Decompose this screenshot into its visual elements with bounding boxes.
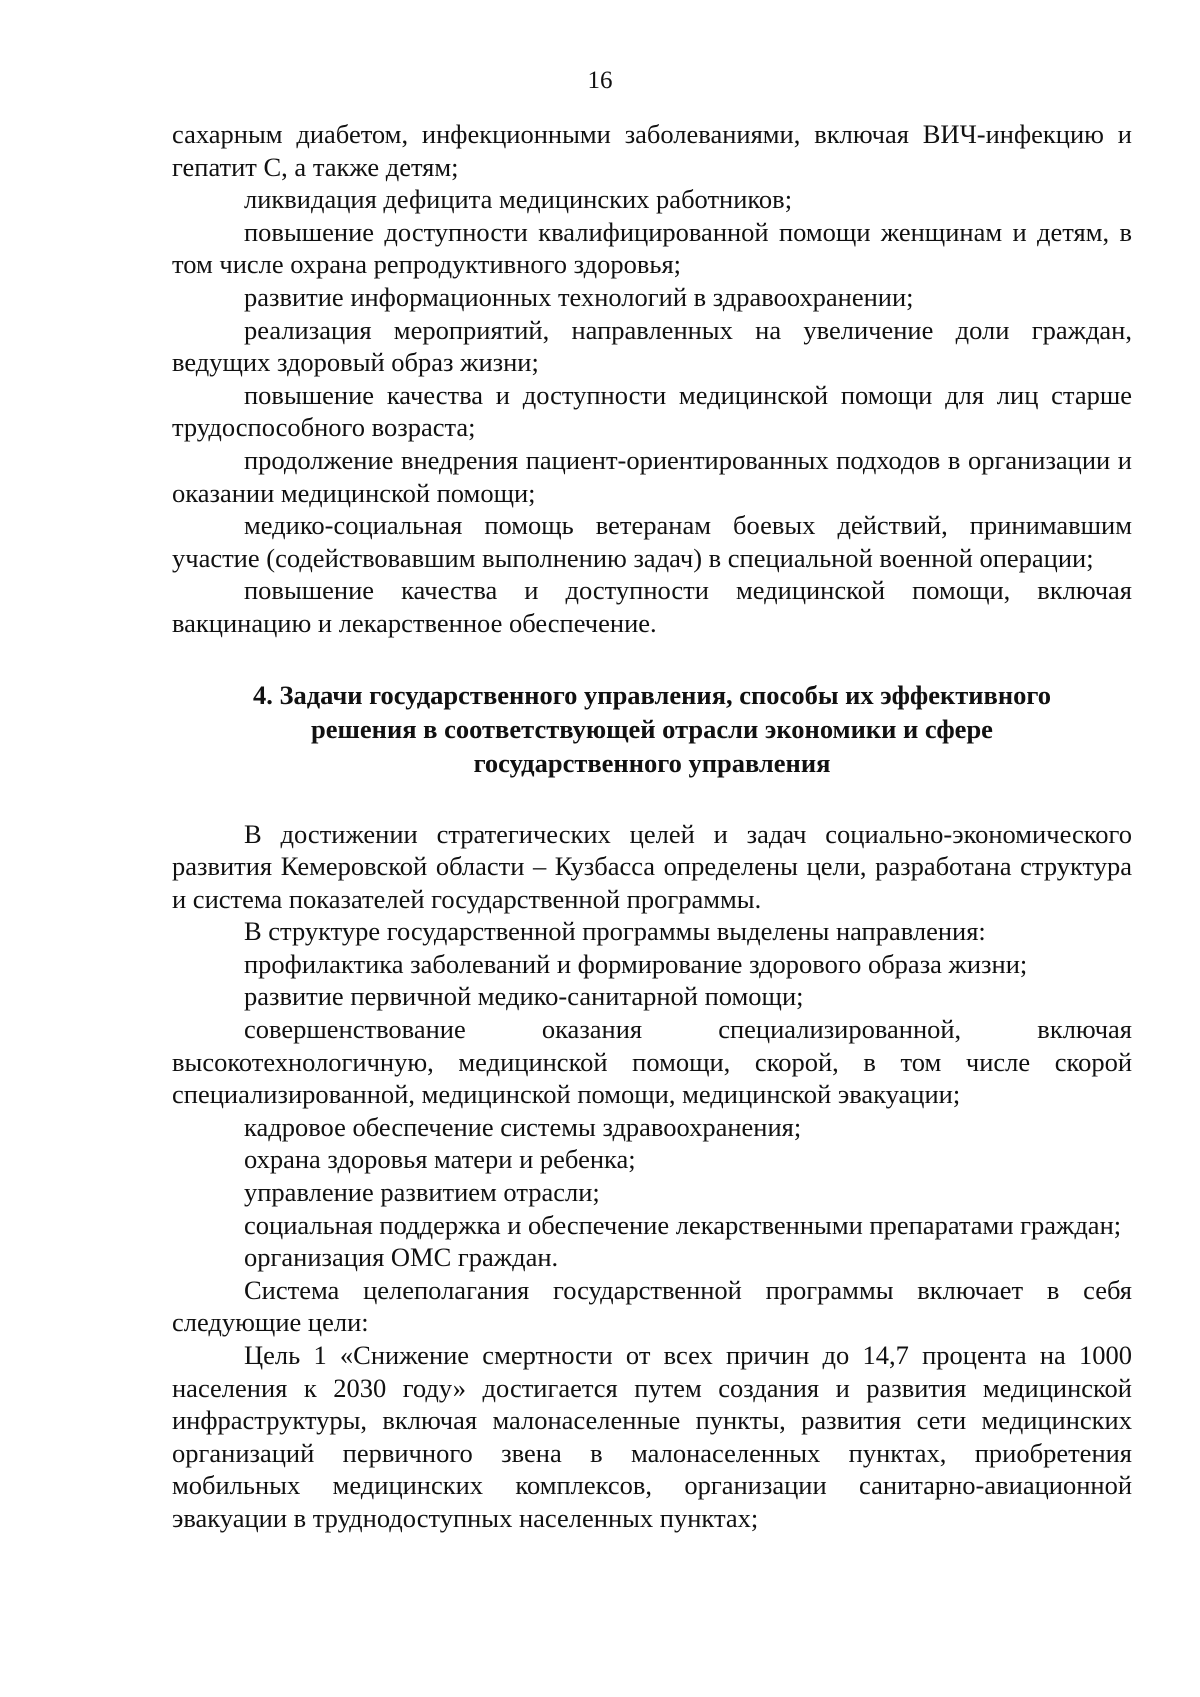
list-item: продолжение внедрения пациент-ориентированных подходов в организации и оказании медицинской помощи;	[172, 444, 1132, 508]
paragraph: Система целеполагания государственной программы включает в себя следующие цели:	[172, 1274, 1132, 1338]
paragraph: В структуре государственной программы выделены направления:	[244, 916, 986, 947]
document-body	[172, 118, 1132, 1535]
list-item: организация ОМС граждан.	[244, 1242, 559, 1273]
list-item: совершенствование оказания специализированной, включая высокотехнологичную, медицинской помощи, скорой, в том числе скорой специализированной, медицинской помощи, медицинской эвакуации;	[172, 1014, 1132, 1110]
list-item: социальная поддержка и обеспечение лекарственными препаратами граждан;	[244, 1209, 1122, 1240]
list-item: развитие первичной медико-санитарной помощи;	[244, 981, 804, 1012]
list-item: ликвидация дефицита медицинских работников;	[244, 184, 793, 215]
list-item: развитие информационных технологий в здравоохранении;	[244, 281, 914, 312]
list-item: повышение качества и доступности медицинской помощи для лиц старше трудоспособного возраста;	[172, 379, 1132, 443]
paragraph: Цель 1 «Снижение смертности от всех причин до 14,7 процента на 1000 населения к 2030 году» достигается путем создания и развития медицинской инфраструктуры, включая малонаселенные пункты, развития сети медицинских организаций первичного звена в малонаселенных пунктах, приобретения мобильных медицинских комплексов, организации санитарно-авиационной эвакуации в труднодоступных населенных пунктах;	[172, 1340, 1132, 1533]
list-item: медико-социальная помощь ветеранам боевых действий, принимавшим участие (содействовавшим выполнению задач) в специальной военной операции;	[172, 510, 1132, 573]
paragraph: В достижении стратегических целей и задач социально-экономического развития Кемеровской области – Кузбасса определены цели, разработана структура и система показателей государственной программы.	[172, 818, 1132, 914]
section-heading	[172, 678, 1132, 780]
list-item: сахарным диабетом, инфекционными заболеваниями, включая ВИЧ-инфекцию и гепатит С, а также детям;	[172, 119, 1132, 182]
list-item: кадровое обеспечение системы здравоохранения;	[244, 1111, 802, 1142]
list-item: профилактика заболеваний и формирование здорового образа жизни;	[244, 948, 1028, 979]
section-heading-line: государственного управления	[473, 747, 831, 778]
list-item: повышение доступности квалифицированной помощи женщинам и детям, в том числе охрана репродуктивного здоровья;	[172, 216, 1132, 280]
list-item: повышение качества и доступности медицинской помощи, включая вакцинацию и лекарственное обеспечение.	[172, 575, 1132, 638]
list-item: управление развитием отрасли;	[244, 1177, 600, 1208]
section-heading-line: 4. Задачи государственного управления, способы их эффективного	[252, 679, 1052, 710]
section-heading-line: решения в соответствующей отрасли экономики и сфере	[311, 713, 993, 744]
page-number: 16	[587, 67, 613, 94]
list-item: реализация мероприятий, направленных на увеличение доли граждан, ведущих здоровый образ жизни;	[172, 314, 1132, 378]
list-item: охрана здоровья матери и ребенка;	[244, 1144, 636, 1175]
